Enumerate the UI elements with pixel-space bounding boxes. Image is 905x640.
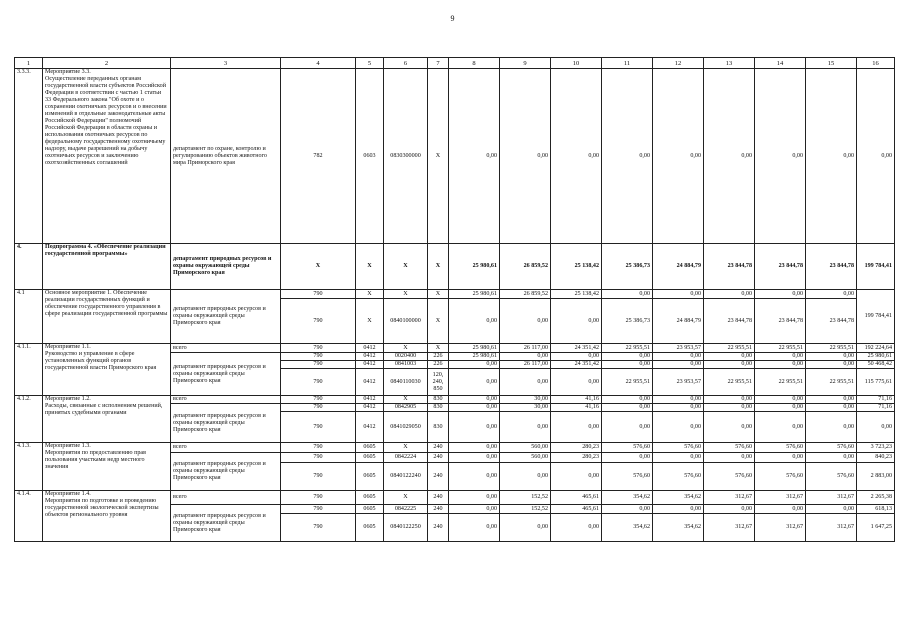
rzpr-code: 0412 bbox=[356, 396, 384, 404]
value-cell: 0,00 bbox=[806, 353, 857, 361]
value-cell: 560,00 bbox=[500, 453, 551, 463]
value-cell: 22 955,51 bbox=[602, 369, 653, 396]
value-cell: 0,00 bbox=[449, 404, 500, 412]
vr-code: 240 bbox=[428, 505, 449, 514]
value-cell: 618,13 bbox=[857, 505, 895, 514]
budget-table bbox=[14, 57, 895, 542]
rzpr-code: 0605 bbox=[356, 491, 384, 505]
value-cell: 0,00 bbox=[704, 453, 755, 463]
grbs-code: 790 bbox=[281, 412, 356, 443]
header-cell: 16 bbox=[857, 58, 895, 69]
value-cell: 465,61 bbox=[551, 491, 602, 505]
value-cell: 0,00 bbox=[449, 505, 500, 514]
grbs-code: 790 bbox=[281, 396, 356, 404]
csr-code: X bbox=[384, 290, 428, 299]
value-cell: 0,00 bbox=[500, 463, 551, 491]
value-cell: 0,00 bbox=[602, 396, 653, 404]
value-cell: 0,00 bbox=[500, 353, 551, 361]
value-cell: 2 265,38 bbox=[857, 491, 895, 505]
executor-total: всего bbox=[171, 396, 281, 404]
value-cell: 25 980,61 bbox=[449, 290, 500, 299]
activity-name: Мероприятие 3.3. Осуществление переданных органам государственной власти субъектов Российской Федерации в соответствии с частью 1 статьи 33 Федерального закона "Об охоте и о сохранении охотничьих ресурсов и о внесении изменений в отдельные законодательные акты Российской Федерации" полномочий Российской Федерации в области охраны и использования охотничьих ресурсов по федеральному государственному охотничьему надзору, выдаче разрешений на добычу охотничьих ресурсов и заключению охотхозяйственных соглашений bbox=[43, 69, 171, 244]
value-cell: 576,60 bbox=[704, 463, 755, 491]
value-cell: 0,00 bbox=[806, 505, 857, 514]
table-row-4-1-3 bbox=[15, 443, 895, 453]
value-cell: 0,00 bbox=[755, 361, 806, 369]
value-cell: 0,00 bbox=[704, 404, 755, 412]
value-cell: 0,00 bbox=[653, 361, 704, 369]
csr-code: 0842225 bbox=[384, 505, 428, 514]
rzpr-code: 0412 bbox=[356, 369, 384, 396]
value-cell: 576,60 bbox=[704, 443, 755, 453]
value-cell: 25 980,61 bbox=[857, 353, 895, 361]
value-cell: 199 784,41 bbox=[857, 244, 895, 290]
value-cell: 0,00 bbox=[755, 404, 806, 412]
value-cell: 0,00 bbox=[449, 412, 500, 443]
csr-code: X bbox=[384, 344, 428, 353]
table-row-4-1 bbox=[15, 290, 895, 299]
grbs-code: 790 bbox=[281, 491, 356, 505]
value-cell: 23 953,57 bbox=[653, 344, 704, 353]
executor: департамент природных ресурсов и охраны окружающей среды Приморского края bbox=[171, 244, 281, 290]
value-cell: 23 844,78 bbox=[755, 244, 806, 290]
csr-code: 0842224 bbox=[384, 453, 428, 463]
value-cell: 0,00 bbox=[602, 353, 653, 361]
value-cell: 0,00 bbox=[449, 491, 500, 505]
value-cell: 0,00 bbox=[602, 361, 653, 369]
grbs-code: X bbox=[281, 244, 356, 290]
value-cell: 23 844,78 bbox=[806, 244, 857, 290]
value-cell: 30,00 bbox=[500, 404, 551, 412]
vr-code: 240 bbox=[428, 453, 449, 463]
grbs-code: 790 bbox=[281, 463, 356, 491]
value-cell: 26 117,00 bbox=[500, 361, 551, 369]
table-row-4-1-4 bbox=[15, 491, 895, 505]
value-cell: 0,00 bbox=[653, 353, 704, 361]
value-cell: 576,60 bbox=[755, 443, 806, 453]
header-cell: 1 bbox=[15, 58, 43, 69]
header-cell: 15 bbox=[806, 58, 857, 69]
value-cell: 0,00 bbox=[653, 69, 704, 244]
vr-code: X bbox=[428, 344, 449, 353]
value-cell: 465,61 bbox=[551, 505, 602, 514]
rzpr-code: 0412 bbox=[356, 361, 384, 369]
value-cell: 25 980,61 bbox=[449, 353, 500, 361]
value-cell: 23 844,78 bbox=[755, 299, 806, 344]
activity-name: Мероприятие 1.4. Мероприятия по подготовке и проведению государственной экологической экспертизы объектов регионального уровня bbox=[43, 491, 171, 542]
vr-code: X bbox=[428, 299, 449, 344]
rzpr-code: X bbox=[356, 244, 384, 290]
row-number: 4.1 bbox=[15, 290, 43, 344]
value-cell: 280,23 bbox=[551, 453, 602, 463]
value-cell: 71,16 bbox=[857, 404, 895, 412]
value-cell: 25 386,73 bbox=[602, 299, 653, 344]
value-cell: 25 138,42 bbox=[551, 244, 602, 290]
value-cell: 312,67 bbox=[755, 491, 806, 505]
value-cell: 0,00 bbox=[602, 404, 653, 412]
executor: департамент природных ресурсов и охраны окружающей среды Приморского края bbox=[171, 290, 281, 344]
value-cell: 576,60 bbox=[602, 443, 653, 453]
value-cell: 0,00 bbox=[755, 353, 806, 361]
vr-code: 240 bbox=[428, 463, 449, 491]
value-cell: 0,00 bbox=[449, 443, 500, 453]
value-cell: 0,00 bbox=[449, 396, 500, 404]
value-cell: 0,00 bbox=[704, 290, 755, 299]
value-cell: 0,00 bbox=[755, 505, 806, 514]
vr-code: 830 bbox=[428, 412, 449, 443]
vr-code: 226 bbox=[428, 353, 449, 361]
value-cell: 41,16 bbox=[551, 396, 602, 404]
header-cell: 12 bbox=[653, 58, 704, 69]
value-cell: 0,00 bbox=[806, 404, 857, 412]
value-cell: 840,23 bbox=[857, 453, 895, 463]
value-cell: 0,00 bbox=[602, 69, 653, 244]
value-cell: 0,00 bbox=[806, 69, 857, 244]
value-cell: 0,00 bbox=[704, 353, 755, 361]
grbs-code: 790 bbox=[281, 290, 356, 299]
value-cell: 0,00 bbox=[449, 69, 500, 244]
rzpr-code: 0412 bbox=[356, 344, 384, 353]
value-cell: 0,00 bbox=[806, 453, 857, 463]
csr-code: X bbox=[384, 396, 428, 404]
value-cell: 22 955,51 bbox=[704, 344, 755, 353]
header-cell: 5 bbox=[356, 58, 384, 69]
value-cell: 0,00 bbox=[449, 453, 500, 463]
executor-total: всего bbox=[171, 491, 281, 505]
value-cell: 0,00 bbox=[857, 69, 895, 244]
executor: департамент по охране, контролю и регулированию объектов животного мира Приморского края bbox=[171, 69, 281, 244]
csr-code: 0840122240 bbox=[384, 463, 428, 491]
value-cell: 25 980,61 bbox=[449, 344, 500, 353]
rzpr-code: 0412 bbox=[356, 353, 384, 361]
row-number: 4. bbox=[15, 244, 43, 290]
grbs-code: 782 bbox=[281, 69, 356, 244]
value-cell: 0,00 bbox=[500, 69, 551, 244]
row-number: 4.1.2. bbox=[15, 396, 43, 443]
value-cell: 0,00 bbox=[704, 505, 755, 514]
value-cell: 354,62 bbox=[653, 491, 704, 505]
value-cell: 0,00 bbox=[806, 412, 857, 443]
value-cell: 0,00 bbox=[500, 412, 551, 443]
csr-code: 0840100000 bbox=[384, 299, 428, 344]
grbs-code: 790 bbox=[281, 353, 356, 361]
value-cell: 0,00 bbox=[755, 69, 806, 244]
value-cell: 0,00 bbox=[500, 299, 551, 344]
header-cell: 9 bbox=[500, 58, 551, 69]
header-cell: 13 bbox=[704, 58, 755, 69]
row-number: 4.1.3. bbox=[15, 443, 43, 491]
executor: департамент природных ресурсов и охраны окружающей среды Приморского края bbox=[171, 404, 281, 443]
csr-code: 0840122250 bbox=[384, 514, 428, 542]
table-row-3-3-3 bbox=[15, 69, 895, 244]
value-cell: 24 351,42 bbox=[551, 344, 602, 353]
rzpr-code: X bbox=[356, 290, 384, 299]
value-cell: 0,00 bbox=[602, 412, 653, 443]
value-cell: 26 117,00 bbox=[500, 344, 551, 353]
value-cell: 1 647,25 bbox=[857, 514, 895, 542]
header-cell: 7 bbox=[428, 58, 449, 69]
vr-code: 830 bbox=[428, 404, 449, 412]
value-cell: 0,00 bbox=[500, 369, 551, 396]
value-cell: 26 859,52 bbox=[500, 244, 551, 290]
value-cell: 312,67 bbox=[806, 514, 857, 542]
rzpr-code: 0605 bbox=[356, 463, 384, 491]
rzpr-code: 0605 bbox=[356, 514, 384, 542]
value-cell: 0,00 bbox=[449, 361, 500, 369]
value-cell: 0,00 bbox=[704, 361, 755, 369]
value-cell: 0,00 bbox=[602, 505, 653, 514]
activity-name: Основное мероприятие 1. Обеспечение реализации государственных функций и обеспечение государственного управления в сфере реализации государственной программы bbox=[43, 290, 171, 344]
value-cell: 576,60 bbox=[653, 463, 704, 491]
grbs-code: 790 bbox=[281, 369, 356, 396]
value-cell: 25 386,73 bbox=[602, 244, 653, 290]
value-cell: 3 723,23 bbox=[857, 443, 895, 453]
rzpr-code: 0412 bbox=[356, 412, 384, 443]
value-cell: 0,00 bbox=[551, 412, 602, 443]
value-cell: 576,60 bbox=[602, 463, 653, 491]
value-cell: 71,16 bbox=[857, 396, 895, 404]
value-cell: 0,00 bbox=[653, 290, 704, 299]
table-row-4-1-2 bbox=[15, 396, 895, 404]
executor: департамент природных ресурсов и охраны окружающей среды Приморского края bbox=[171, 505, 281, 542]
value-cell: 0,00 bbox=[653, 505, 704, 514]
executor: департамент природных ресурсов и охраны окружающей среды Приморского края bbox=[171, 353, 281, 396]
value-cell: 0,00 bbox=[551, 353, 602, 361]
rzpr-code: 0412 bbox=[356, 404, 384, 412]
value-cell: 354,62 bbox=[653, 514, 704, 542]
page-number: 9 bbox=[450, 14, 455, 23]
total-cell: 199 784,41 bbox=[857, 290, 895, 344]
value-cell: 0,00 bbox=[704, 69, 755, 244]
value-cell: 576,60 bbox=[806, 463, 857, 491]
row-number: 4.1.4. bbox=[15, 491, 43, 542]
vr-code: 240 bbox=[428, 514, 449, 542]
value-cell: 22 955,51 bbox=[806, 344, 857, 353]
vr-code: X bbox=[428, 69, 449, 244]
vr-code: X bbox=[428, 244, 449, 290]
value-cell: 560,00 bbox=[500, 443, 551, 453]
value-cell: 50 468,42 bbox=[857, 361, 895, 369]
value-cell: 354,62 bbox=[602, 491, 653, 505]
value-cell: 23 844,78 bbox=[704, 244, 755, 290]
value-cell: 576,60 bbox=[806, 443, 857, 453]
value-cell: 23 953,57 bbox=[653, 369, 704, 396]
header-cell: 4 bbox=[281, 58, 356, 69]
value-cell: 2 883,00 bbox=[857, 463, 895, 491]
executor-total: всего bbox=[171, 344, 281, 353]
value-cell: 576,60 bbox=[653, 443, 704, 453]
grbs-code: 790 bbox=[281, 344, 356, 353]
vr-code: 120, 240, 850 bbox=[428, 369, 449, 396]
csr-code: 0840110030 bbox=[384, 369, 428, 396]
value-cell: 24 884,79 bbox=[653, 299, 704, 344]
grbs-code: 790 bbox=[281, 443, 356, 453]
rzpr-code: 0605 bbox=[356, 443, 384, 453]
value-cell: 0,00 bbox=[755, 396, 806, 404]
row-number: 4.1.1. bbox=[15, 344, 43, 396]
vr-code: 240 bbox=[428, 443, 449, 453]
value-cell: 0,00 bbox=[755, 412, 806, 443]
vr-code: 226 bbox=[428, 361, 449, 369]
value-cell: 0,00 bbox=[857, 412, 895, 443]
value-cell: 0,00 bbox=[806, 290, 857, 299]
value-cell: 22 955,51 bbox=[806, 369, 857, 396]
value-cell: 24 351,42 bbox=[551, 361, 602, 369]
value-cell: 0,00 bbox=[551, 299, 602, 344]
value-cell: 0,00 bbox=[704, 396, 755, 404]
value-cell: 0,00 bbox=[551, 463, 602, 491]
vr-code: 830 bbox=[428, 396, 449, 404]
csr-code: X bbox=[384, 244, 428, 290]
value-cell: 41,16 bbox=[551, 404, 602, 412]
rzpr-code: X bbox=[356, 299, 384, 344]
value-cell: 0,00 bbox=[449, 369, 500, 396]
value-cell: 312,67 bbox=[806, 491, 857, 505]
rzpr-code: 0603 bbox=[356, 69, 384, 244]
value-cell: 26 859,52 bbox=[500, 290, 551, 299]
value-cell: 22 955,51 bbox=[602, 344, 653, 353]
header-row bbox=[15, 58, 895, 69]
value-cell: 24 884,79 bbox=[653, 244, 704, 290]
activity-name: Мероприятие 1.3. Мероприятия по предоставлению прав пользования участками недр местного значения bbox=[43, 443, 171, 491]
table-row-4-1-1 bbox=[15, 344, 895, 353]
value-cell: 0,00 bbox=[449, 299, 500, 344]
activity-name: Подпрограмма 4. «Обеспечение реализации государственной программы» bbox=[43, 244, 171, 290]
table-row-4 bbox=[15, 244, 895, 290]
csr-code: 0842905 bbox=[384, 404, 428, 412]
value-cell: 25 980,61 bbox=[449, 244, 500, 290]
row-number: 3.3.3. bbox=[15, 69, 43, 244]
grbs-code: 790 bbox=[281, 505, 356, 514]
vr-code: 240 bbox=[428, 491, 449, 505]
activity-name: Мероприятие 1.2. Расходы, связанные с исполнением решений, принятых судебными органами bbox=[43, 396, 171, 443]
value-cell: 576,60 bbox=[755, 463, 806, 491]
csr-code: 0841029050 bbox=[384, 412, 428, 443]
value-cell: 0,00 bbox=[653, 453, 704, 463]
value-cell: 30,00 bbox=[500, 396, 551, 404]
header-cell: 6 bbox=[384, 58, 428, 69]
value-cell: 0,00 bbox=[449, 514, 500, 542]
value-cell: 0,00 bbox=[449, 463, 500, 491]
csr-code: 0020400 bbox=[384, 353, 428, 361]
csr-code: 0830300000 bbox=[384, 69, 428, 244]
value-cell: 0,00 bbox=[551, 369, 602, 396]
rzpr-code: 0605 bbox=[356, 453, 384, 463]
header-cell: 3 bbox=[171, 58, 281, 69]
grbs-code: 790 bbox=[281, 453, 356, 463]
header-cell: 14 bbox=[755, 58, 806, 69]
value-cell: 0,00 bbox=[806, 361, 857, 369]
budget-table-container bbox=[14, 57, 894, 542]
value-cell: 0,00 bbox=[551, 514, 602, 542]
csr-code: X bbox=[384, 491, 428, 505]
value-cell: 0,00 bbox=[653, 404, 704, 412]
value-cell: 312,67 bbox=[704, 514, 755, 542]
value-cell: 22 955,51 bbox=[755, 369, 806, 396]
csr-code: X bbox=[384, 443, 428, 453]
executor: департамент природных ресурсов и охраны окружающей среды Приморского края bbox=[171, 453, 281, 491]
value-cell: 0,00 bbox=[704, 412, 755, 443]
grbs-code: 790 bbox=[281, 404, 356, 412]
rzpr-code: 0605 bbox=[356, 505, 384, 514]
header-cell: 8 bbox=[449, 58, 500, 69]
value-cell: 22 955,51 bbox=[704, 369, 755, 396]
value-cell: 152,52 bbox=[500, 491, 551, 505]
value-cell: 25 138,42 bbox=[551, 290, 602, 299]
value-cell: 23 844,78 bbox=[806, 299, 857, 344]
value-cell: 0,00 bbox=[602, 290, 653, 299]
grbs-code: 790 bbox=[281, 361, 356, 369]
value-cell: 0,00 bbox=[551, 69, 602, 244]
value-cell: 0,00 bbox=[653, 396, 704, 404]
value-cell: 312,67 bbox=[704, 491, 755, 505]
value-cell: 115 775,61 bbox=[857, 369, 895, 396]
value-cell: 354,62 bbox=[602, 514, 653, 542]
value-cell: 23 844,78 bbox=[704, 299, 755, 344]
value-cell: 152,52 bbox=[500, 505, 551, 514]
value-cell: 0,00 bbox=[602, 453, 653, 463]
header-cell: 2 bbox=[43, 58, 171, 69]
value-cell: 0,00 bbox=[755, 453, 806, 463]
vr-code: X bbox=[428, 290, 449, 299]
value-cell: 280,23 bbox=[551, 443, 602, 453]
value-cell: 0,00 bbox=[500, 514, 551, 542]
value-cell: 0,00 bbox=[806, 396, 857, 404]
header-cell: 10 bbox=[551, 58, 602, 69]
value-cell: 22 955,51 bbox=[755, 344, 806, 353]
grbs-code: 790 bbox=[281, 299, 356, 344]
value-cell: 312,67 bbox=[755, 514, 806, 542]
csr-code: 0841003 bbox=[384, 361, 428, 369]
grbs-code: 790 bbox=[281, 514, 356, 542]
header-cell: 11 bbox=[602, 58, 653, 69]
activity-name: Мероприятие 1.1. Руководство и управление в сфере установленных функций органов государственной власти Приморского края bbox=[43, 344, 171, 396]
executor-total: всего bbox=[171, 443, 281, 453]
value-cell: 0,00 bbox=[653, 412, 704, 443]
value-cell: 192 224,64 bbox=[857, 344, 895, 353]
value-cell: 0,00 bbox=[755, 290, 806, 299]
